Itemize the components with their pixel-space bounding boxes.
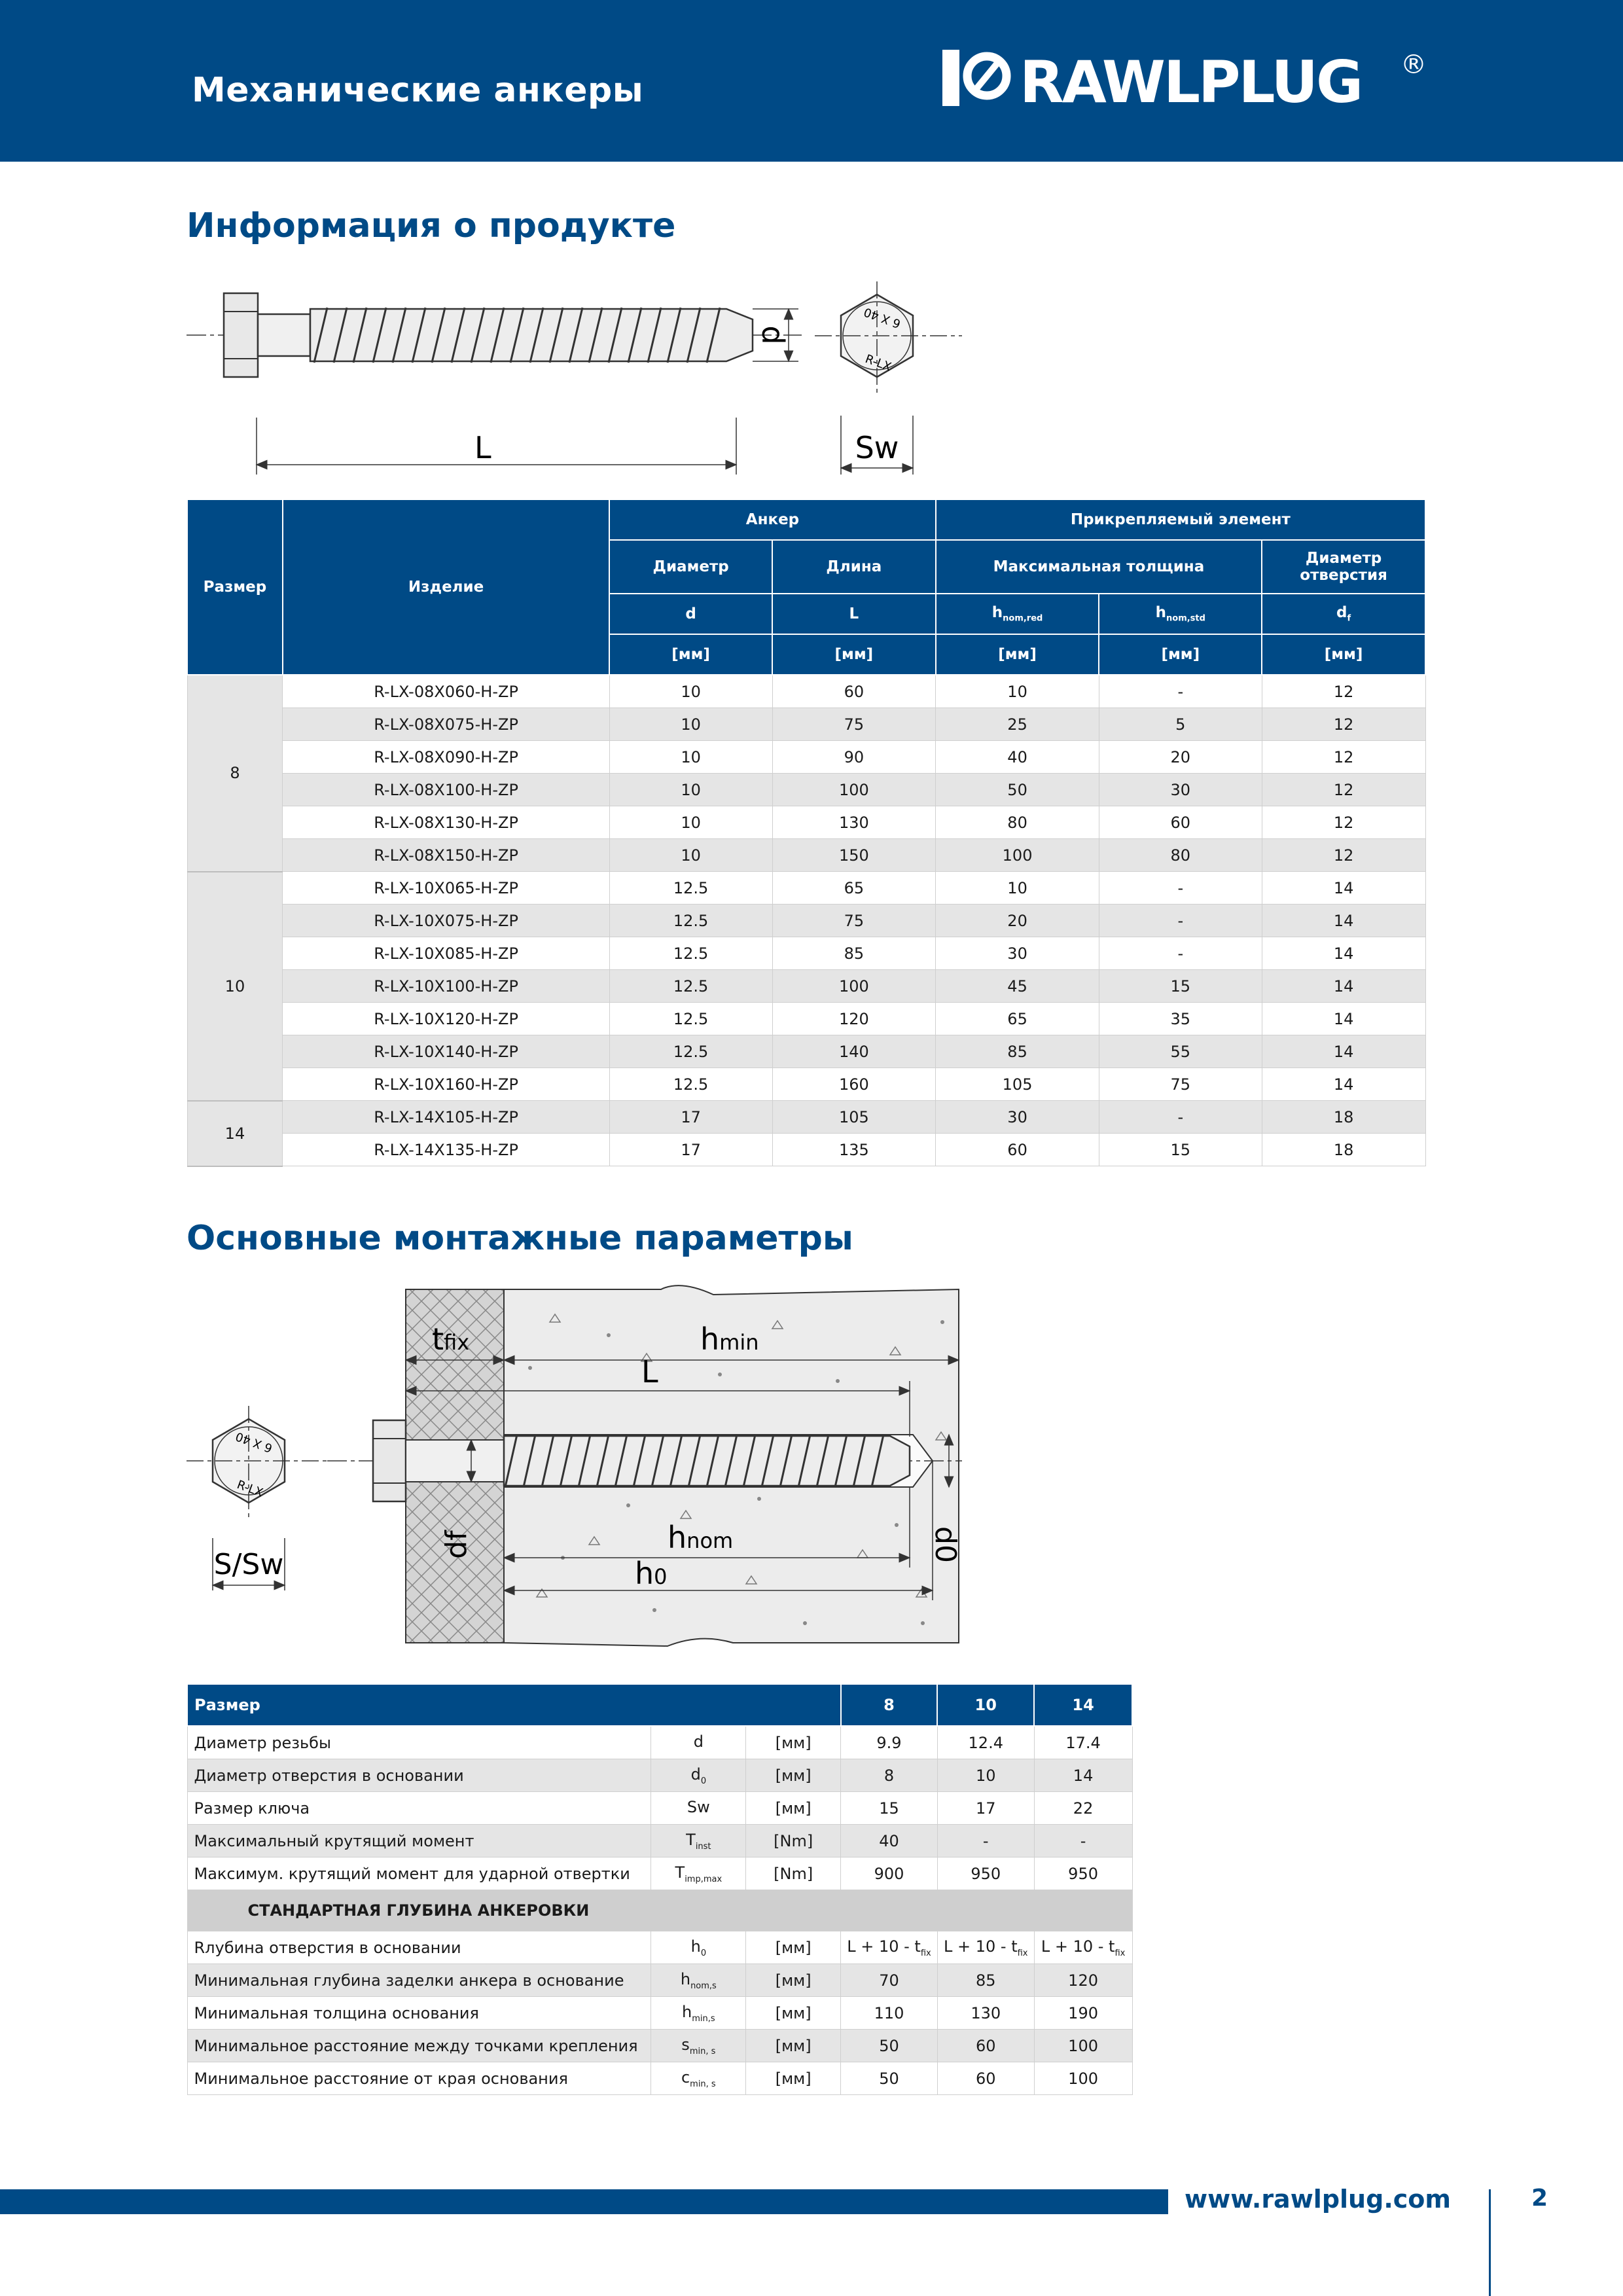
value-cell: 65 (936, 1003, 1099, 1035)
dim-label-Sw: Sw (855, 430, 899, 465)
value-cell: 130 (937, 1997, 1034, 2030)
value-cell: 12.4 (937, 1726, 1034, 1759)
label-tfix: tfix (432, 1321, 470, 1357)
param-unit: [мм] (746, 1792, 841, 1825)
value-cell: 14 (1262, 1003, 1425, 1035)
value-cell: 150 (772, 839, 936, 872)
brand-name: RAWLPLUG (1020, 48, 1362, 116)
value-cell: 50 (841, 2030, 938, 2062)
param-unit: [мм] (746, 1726, 841, 1759)
value-cell: 100 (936, 839, 1099, 872)
th-unit: [мм] (772, 634, 936, 675)
value-cell: - (1034, 1825, 1132, 1857)
th-unit: [мм] (936, 634, 1099, 675)
value-cell: 130 (772, 806, 936, 839)
product-code-cell: R-LX-08X150-H-ZP (283, 839, 609, 872)
param-unit: [мм] (746, 2030, 841, 2062)
section-title-installation: Основные монтажные параметры (187, 1219, 853, 1258)
standard-depth-title: СТАНДАРТНАЯ ГЛУБИНА АНКЕРОВКИ (187, 1890, 1132, 1931)
value-cell: $L + 10 - t_{fix}$ (937, 1931, 1034, 1964)
table-row (187, 1101, 1425, 1134)
value-cell: 18 (1262, 1134, 1425, 1166)
size-cell: 8 (187, 675, 283, 872)
value-cell: 15 (1099, 1134, 1262, 1166)
value-cell: 50 (936, 774, 1099, 806)
table-row (187, 1964, 1132, 1997)
th-size: Размер (187, 1684, 841, 1726)
product-code-cell: R-LX-14X135-H-ZP (283, 1134, 609, 1166)
value-cell: 12.5 (609, 1035, 772, 1068)
value-cell: 14 (1262, 970, 1425, 1003)
value-cell: 20 (936, 905, 1099, 937)
value-cell: 120 (772, 1003, 936, 1035)
value-cell: 120 (1034, 1964, 1132, 1997)
table-row (187, 1857, 1132, 1890)
table-row (187, 1068, 1425, 1101)
value-cell: 85 (936, 1035, 1099, 1068)
value-cell: 18 (1262, 1101, 1425, 1134)
product-code-cell: R-LX-10X100-H-ZP (283, 970, 609, 1003)
table-row (187, 937, 1425, 970)
table-row (187, 1134, 1425, 1166)
value-cell: 75 (772, 905, 936, 937)
table-row (187, 970, 1425, 1003)
param-label: Диаметр резьбы (187, 1726, 651, 1759)
th-sym-df: $d_f$ (1262, 594, 1425, 634)
size-cell: 10 (187, 872, 283, 1101)
value-cell: 60 (937, 2062, 1034, 2095)
value-cell: 190 (1034, 1997, 1132, 2030)
value-cell: 105 (772, 1101, 936, 1134)
param-symbol: $T_{imp,max}$ (651, 1857, 746, 1890)
value-cell: 900 (841, 1857, 938, 1890)
th-length: Длина (772, 540, 936, 594)
value-cell: 12.5 (609, 1068, 772, 1101)
value-cell: 75 (772, 708, 936, 741)
table-row (187, 1792, 1132, 1825)
value-cell: 80 (1099, 839, 1262, 872)
param-label: Максимум. крутящий момент для ударной отвертки (187, 1857, 651, 1890)
label-hmin: hmin (700, 1321, 759, 1357)
param-label: Минимальное расстояние от края основания (187, 2062, 651, 2095)
installation-table (187, 1683, 1133, 2095)
value-cell: 65 (772, 872, 936, 905)
value-cell: 110 (841, 1997, 938, 2030)
value-cell: 30 (1099, 774, 1262, 806)
rawlplug-plug-icon (942, 47, 1014, 113)
param-label: Максимальный крутящий момент (187, 1825, 651, 1857)
param-label: Минимальная глубина заделки анкера в основание (187, 1964, 651, 1997)
th-sym-hnomstd: $h_{nom,std}$ (1099, 594, 1262, 634)
standard-depth-row (187, 1890, 1132, 1931)
value-cell: 10 (609, 774, 772, 806)
param-unit: [мм] (746, 1759, 841, 1792)
th-sym-L: L (772, 594, 936, 634)
value-cell: 100 (772, 970, 936, 1003)
value-cell: 12.5 (609, 1003, 772, 1035)
value-cell: 12.5 (609, 970, 772, 1003)
section-title-product-info: Информация о продукте (187, 206, 676, 245)
value-cell: - (1099, 872, 1262, 905)
table-row (187, 839, 1425, 872)
value-cell: 10 (936, 872, 1099, 905)
table-row (187, 1997, 1132, 2030)
param-label: Минимальная толщина основания (187, 1997, 651, 2030)
table-row (187, 741, 1425, 774)
value-cell: $L + 10 - t_{fix}$ (841, 1931, 938, 1964)
param-label: Rлубина отверстия в основании (187, 1931, 651, 1964)
label-h0: h0 (635, 1556, 668, 1591)
value-cell: 9.9 (841, 1726, 938, 1759)
param-label: Размер ключа (187, 1792, 651, 1825)
table-row (187, 708, 1425, 741)
value-cell: 950 (1034, 1857, 1132, 1890)
value-cell: 12.5 (609, 905, 772, 937)
th-hole-diameter: Диаметр отверстия (1262, 540, 1425, 594)
value-cell: 60 (936, 1134, 1099, 1166)
product-code-cell: R-LX-08X090-H-ZP (283, 741, 609, 774)
value-cell: 80 (936, 806, 1099, 839)
value-cell: 45 (936, 970, 1099, 1003)
value-cell: 12 (1262, 839, 1425, 872)
value-cell: - (1099, 937, 1262, 970)
param-symbol: $c_{min, s}$ (651, 2062, 746, 2095)
anchor-screw-drawing (183, 275, 969, 484)
value-cell: 40 (841, 1825, 938, 1857)
value-cell: - (1099, 1101, 1262, 1134)
value-cell: 17 (609, 1134, 772, 1166)
th-product: Изделие (283, 499, 609, 675)
value-cell: 35 (1099, 1003, 1262, 1035)
table-row (187, 872, 1425, 905)
value-cell: 12 (1262, 708, 1425, 741)
label-L: L (641, 1354, 658, 1390)
th-anchor: Анкер (609, 499, 935, 540)
param-unit: [мм] (746, 1931, 841, 1964)
table-row (187, 1003, 1425, 1035)
value-cell: 60 (1099, 806, 1262, 839)
param-symbol: $h_{nom,s}$ (651, 1964, 746, 1997)
value-cell: 20 (1099, 741, 1262, 774)
value-cell: 85 (937, 1964, 1034, 1997)
param-unit: [мм] (746, 1964, 841, 1997)
value-cell: 8 (841, 1759, 938, 1792)
value-cell: 135 (772, 1134, 936, 1166)
product-code-cell: R-LX-10X160-H-ZP (283, 1068, 609, 1101)
th-unit: [мм] (1262, 634, 1425, 675)
value-cell: 12 (1262, 806, 1425, 839)
value-cell: 15 (841, 1792, 938, 1825)
size-cell: 14 (187, 1101, 283, 1166)
value-cell: 75 (1099, 1068, 1262, 1101)
th-size-8: 8 (841, 1684, 938, 1726)
th-diameter: Диаметр (609, 540, 772, 594)
th-sym-d: d (609, 594, 772, 634)
page-number: 2 (1531, 2185, 1548, 2212)
value-cell: 12.5 (609, 937, 772, 970)
header-title: Механические анкеры (192, 71, 644, 110)
table-row (187, 2062, 1132, 2095)
param-symbol: $s_{min, s}$ (651, 2030, 746, 2062)
value-cell: 85 (772, 937, 936, 970)
value-cell: 10 (609, 708, 772, 741)
value-cell: - (937, 1825, 1034, 1857)
table-row (187, 806, 1425, 839)
table-row (187, 905, 1425, 937)
value-cell: 10 (609, 839, 772, 872)
param-label: Диаметр отверстия в основании (187, 1759, 651, 1792)
head-marking: R-LX (863, 352, 893, 374)
table-row (187, 1035, 1425, 1068)
value-cell: $L + 10 - t_{fix}$ (1034, 1931, 1132, 1964)
value-cell: 17 (937, 1792, 1034, 1825)
value-cell: 14 (1262, 905, 1425, 937)
footer-bar (0, 2189, 1168, 2214)
value-cell: 12.5 (609, 872, 772, 905)
product-code-cell: R-LX-10X075-H-ZP (283, 905, 609, 937)
dim-label-d: d (755, 325, 791, 345)
value-cell: 40 (936, 741, 1099, 774)
value-cell: 950 (937, 1857, 1034, 1890)
dim-label-L: L (474, 430, 491, 465)
value-cell: 10 (937, 1759, 1034, 1792)
value-cell: 105 (936, 1068, 1099, 1101)
param-symbol: $T_{inst}$ (651, 1825, 746, 1857)
product-code-cell: R-LX-08X060-H-ZP (283, 675, 609, 708)
value-cell: - (1099, 675, 1262, 708)
value-cell: 14 (1034, 1759, 1132, 1792)
value-cell: 50 (841, 2062, 938, 2095)
param-symbol: Sw (651, 1792, 746, 1825)
th-unit: [мм] (1099, 634, 1262, 675)
product-code-cell: R-LX-08X075-H-ZP (283, 708, 609, 741)
product-table (187, 499, 1426, 1167)
value-cell: 100 (1034, 2030, 1132, 2062)
value-cell: 17 (609, 1101, 772, 1134)
value-cell: 30 (936, 937, 1099, 970)
value-cell: 22 (1034, 1792, 1132, 1825)
table-row (187, 1726, 1132, 1759)
table-row (187, 1759, 1132, 1792)
product-code-cell: R-LX-10X085-H-ZP (283, 937, 609, 970)
value-cell: 14 (1262, 1035, 1425, 1068)
value-cell: 140 (772, 1035, 936, 1068)
label-s-sw: S/Sw (213, 1548, 284, 1581)
value-cell: 10 (936, 675, 1099, 708)
head-marking-size-2: 6 X 40 (234, 1429, 275, 1455)
param-symbol: d (651, 1726, 746, 1759)
value-cell: 10 (609, 675, 772, 708)
table-row (187, 675, 1425, 708)
table-row (187, 1931, 1132, 1964)
product-table-body (187, 675, 1425, 1166)
value-cell: 10 (609, 741, 772, 774)
table-row (187, 774, 1425, 806)
rawlplug-logo (942, 47, 1440, 116)
th-size-14: 14 (1034, 1684, 1132, 1726)
product-code-cell: R-LX-10X140-H-ZP (283, 1035, 609, 1068)
value-cell: 12 (1262, 675, 1425, 708)
footer-website-link[interactable]: www.rawlplug.com (1185, 2185, 1451, 2214)
label-d0: d0 (929, 1526, 962, 1563)
th-sym-hnomred: $h_{nom,red}$ (936, 594, 1099, 634)
registered-mark: ® (1400, 50, 1427, 80)
product-code-cell: R-LX-08X100-H-ZP (283, 774, 609, 806)
value-cell: 12 (1262, 774, 1425, 806)
value-cell: 100 (1034, 2062, 1132, 2095)
label-hnom: hnom (668, 1520, 734, 1555)
param-label: Минимальное расстояние между точками крепления (187, 2030, 651, 2062)
value-cell: 90 (772, 741, 936, 774)
installation-table-body (187, 1726, 1132, 2095)
value-cell: 60 (937, 2030, 1034, 2062)
value-cell: 100 (772, 774, 936, 806)
product-code-cell: R-LX-10X120-H-ZP (283, 1003, 609, 1035)
value-cell: 160 (772, 1068, 936, 1101)
value-cell: 14 (1262, 1068, 1425, 1101)
product-code-cell: R-LX-14X105-H-ZP (283, 1101, 609, 1134)
param-symbol: $h_0$ (651, 1931, 746, 1964)
value-cell: 60 (772, 675, 936, 708)
value-cell: 25 (936, 708, 1099, 741)
value-cell: 55 (1099, 1035, 1262, 1068)
table-row (187, 1825, 1132, 1857)
head-marking-2: R-LX (235, 1478, 265, 1500)
th-size-10: 10 (937, 1684, 1034, 1726)
param-symbol: $h_{min,s}$ (651, 1997, 746, 2030)
param-unit: [мм] (746, 1997, 841, 2030)
installation-drawing (183, 1283, 1034, 1656)
page-header (0, 0, 1623, 162)
value-cell: 30 (936, 1101, 1099, 1134)
param-unit: [Nm] (746, 1825, 841, 1857)
product-code-cell: R-LX-08X130-H-ZP (283, 806, 609, 839)
table-row (187, 2030, 1132, 2062)
th-unit: [мм] (609, 634, 772, 675)
label-df: df (440, 1530, 473, 1559)
th-fixture: Прикрепляемый элемент (936, 499, 1425, 540)
param-unit: [мм] (746, 2062, 841, 2095)
value-cell: 14 (1262, 872, 1425, 905)
param-unit: [Nm] (746, 1857, 841, 1890)
th-size: Размер (187, 499, 283, 675)
value-cell: 10 (609, 806, 772, 839)
th-max-thickness: Максимальная толщина (936, 540, 1262, 594)
value-cell: 5 (1099, 708, 1262, 741)
value-cell: 15 (1099, 970, 1262, 1003)
value-cell: 17.4 (1034, 1726, 1132, 1759)
value-cell: 70 (841, 1964, 938, 1997)
value-cell: - (1099, 905, 1262, 937)
product-code-cell: R-LX-10X065-H-ZP (283, 872, 609, 905)
footer-divider (1489, 2189, 1491, 2296)
param-symbol: $d_0$ (651, 1759, 746, 1792)
value-cell: 14 (1262, 937, 1425, 970)
value-cell: 12 (1262, 741, 1425, 774)
head-marking-size: 6 X 40 (862, 304, 903, 331)
